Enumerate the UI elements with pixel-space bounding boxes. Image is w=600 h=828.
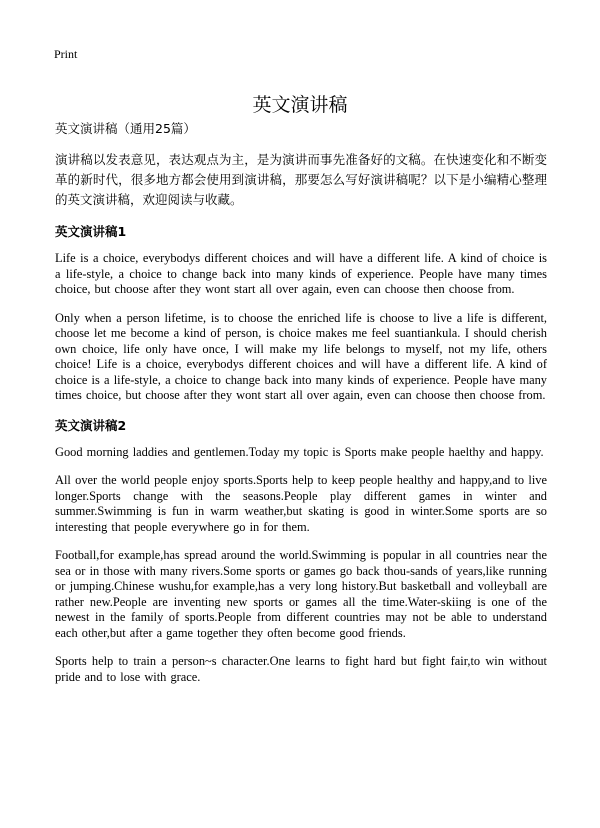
paragraph: Good morning laddies and gentlemen.Today my topic is Sports make people haelthy and happy. (55, 444, 544, 459)
article-body (55, 120, 547, 698)
paragraph: Only when a person lifetime, is to choose the enriched life is choose to live a life is different, choose let me become a kind of person, is choice makes me feel suantiankula. I should cherish own choice, life only have once, I will make my life belongs to myself, not my life, others choice! Life is a choice, everybodys different choices and will have a different life. A kind of choice is a life-style, a choice to change back into many kinds of experience. People have many times choice, but choose after they wont start all over again, even can choose then choose from. (55, 310, 547, 402)
paragraph: Football,for example,has spread around the world.Swimming is popular in all countries near the sea or in those with many rivers.Some sports or games go back thou-sands of years,like running or jumping.Chinese wushu,for example,has a very long history.But basketball and volleyball are rather new.People are inventing new sports or games all the time.Water-skiing is one of the newest in the family of sports.People from different countries may not be able to understand each other,but after a game together they often become good friends. (55, 548, 547, 640)
paragraph: Sports help to train a person~s character.One learns to fight hard but fight fair,to win without pride and to lose with grace. (55, 654, 547, 684)
section-heading-2: 英文演讲稿2 (55, 417, 127, 433)
article-subtitle: 英文演讲稿（通用25篇） (55, 121, 196, 136)
paragraph: Life is a choice, everybodys different choices and will have a different life. A kind of choice is a life-style, a choice to change back into many kinds of experience. People have many times choice, but choose after they wont start all over again, even can choose then choose from. (55, 251, 547, 296)
section-heading-1: 英文演讲稿1 (55, 224, 127, 239)
print-link[interactable]: Print (54, 47, 78, 61)
page-title: 英文演讲稿 (252, 93, 348, 116)
paragraph: All over the world people enjoy sports.Sports help to keep people healthy and happy,and to live longer.Sports change with the seasons.People play different games in winter and summer.Swimming is fun in warm weather,but skating is good in winter.Some sports are so interesting that people everywhere go in for them. (55, 473, 547, 534)
intro-paragraph: 演讲稿以发表意见，表达观点为主，是为演讲而事先准备好的文稿。在快速变化和不断变革的新时代，很多地方都会使用到演讲稿，那要怎么写好演讲稿呢？以下是小编精心整理的英文演讲稿，欢迎阅读与收藏。 (55, 152, 547, 207)
